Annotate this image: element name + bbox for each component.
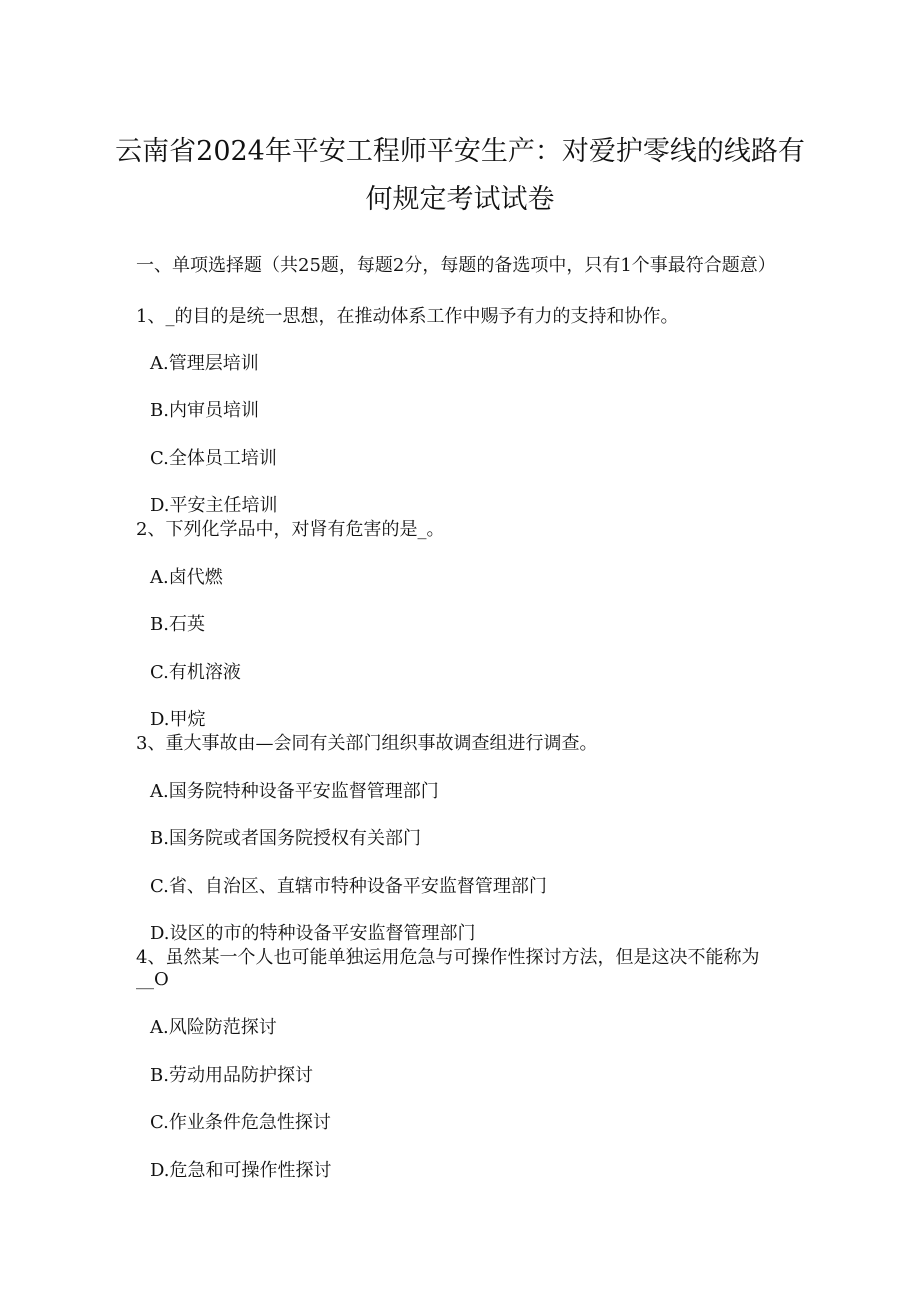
question-4-option-b: B.劳动用品防护探讨 xyxy=(150,1065,313,1086)
question-3-option-a: A.国务院特种设备平安监督管理部门 xyxy=(150,781,439,802)
question-1-option-b: B.内审员培训 xyxy=(150,400,259,421)
document-title-line-2: 何规定考试试卷 xyxy=(365,184,555,215)
question-1-stem: 1、_的目的是统一思想，在推动体系工作中赐予有力的支持和协作。 xyxy=(136,306,679,327)
question-2-option-a: A.卤代燃 xyxy=(150,567,223,588)
question-4-stem: 4、虽然某一个人也可能单独运用危急与可操作性探讨方法，但是这决不能称为__O xyxy=(136,947,760,990)
question-2-stem: 2、下列化学品中，对肾有危害的是_。 xyxy=(136,519,445,540)
question-1-option-a: A.管理层培训 xyxy=(150,353,259,374)
question-2-option-b: B.石英 xyxy=(150,614,205,635)
question-4-option-c: C.作业条件危急性探讨 xyxy=(150,1112,331,1133)
question-3-option-d: D.设区的市的特种设备平安监督管理部门 xyxy=(150,923,476,944)
question-2-option-c: C.有机溶液 xyxy=(150,662,241,683)
question-2-option-d: D.甲烷 xyxy=(150,709,206,730)
section-heading: 一、单项选择题（共25题，每题2分，每题的备选项中，只有1个事最符合题意） xyxy=(136,255,776,276)
question-3-option-c: C.省、自治区、直辖市特种设备平安监督管理部门 xyxy=(150,876,547,897)
question-4-option-d: D.危急和可操作性探讨 xyxy=(150,1160,332,1181)
question-3-option-b: B.国务院或者国务院授权有关部门 xyxy=(150,828,421,849)
question-1-option-c: C.全体员工培训 xyxy=(150,448,277,469)
document-title-line-1: 云南省2024年平安工程师平安生产：对爱护零线的线路有 xyxy=(115,136,805,167)
question-4-option-a: A.风险防范探讨 xyxy=(150,1017,277,1038)
question-1-option-d: D.平安主任培训 xyxy=(150,495,278,516)
question-3-stem: 3、重大事故由—会同有关部门组织事故调查组进行调查。 xyxy=(136,733,598,754)
